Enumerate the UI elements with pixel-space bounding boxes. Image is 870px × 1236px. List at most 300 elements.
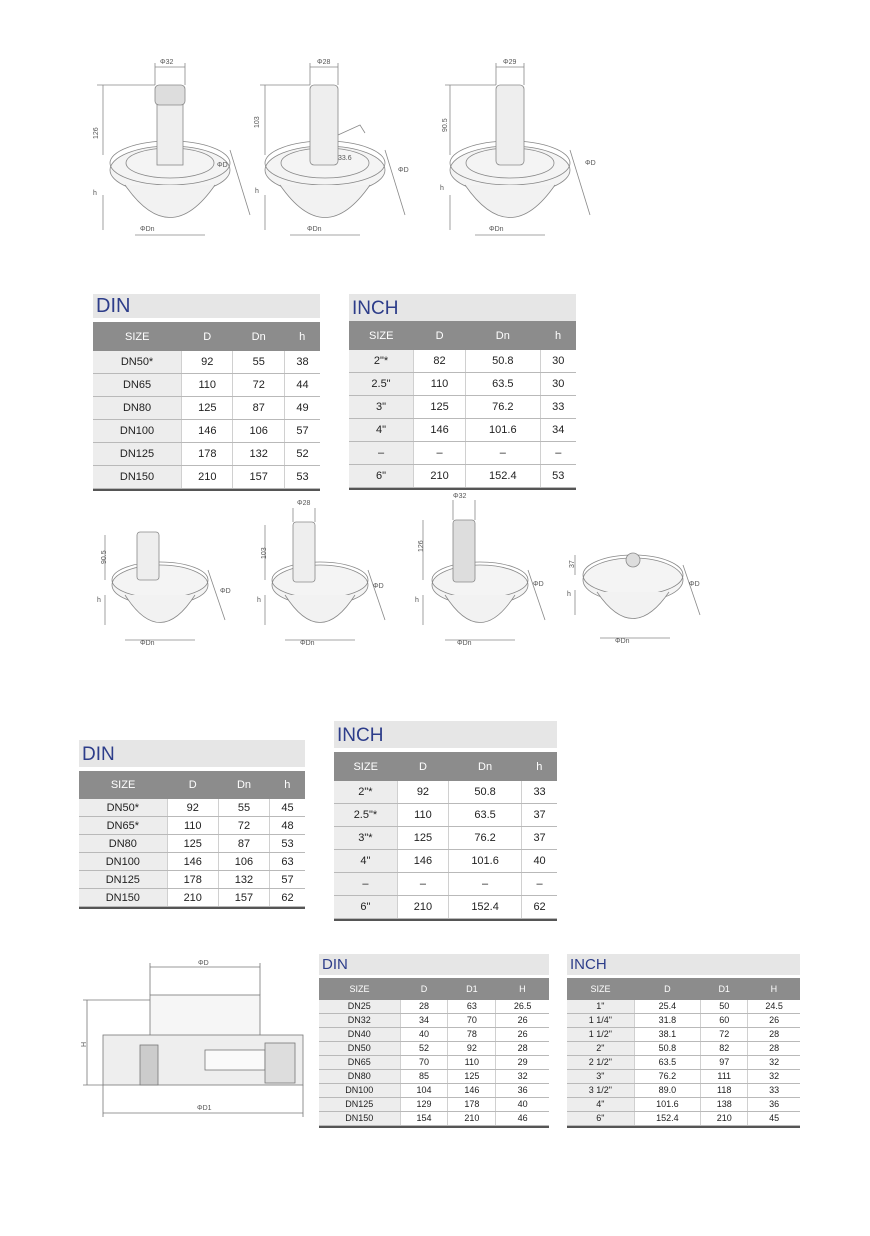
din-table-2 [79,740,305,909]
dim-h-b: h [255,188,259,195]
cell: 53 [270,835,305,853]
cell: 24.5 [748,1000,800,1014]
cell: DN100 [79,853,167,871]
dim-h-d: h [97,597,101,604]
cell: – [522,873,557,896]
table-row [334,850,557,873]
cell: 40 [522,850,557,873]
table-bottom-rule [567,1126,800,1128]
cell: 178 [167,871,218,889]
cell: 146 [448,1084,496,1098]
sight-glass-drawing-g [575,553,700,638]
cell: 110 [182,374,233,397]
table-row [93,374,320,397]
cell: 28 [748,1028,800,1042]
inch-table-1-title: INCH [349,294,576,321]
cell: 45 [270,799,305,817]
cell: 3"* [334,827,397,850]
cell: DN50 [319,1042,400,1056]
table-row [79,853,305,871]
dim-dn-b: ΦDn [307,226,322,233]
cell: 152.4 [449,896,522,919]
cell: 2 1/2" [567,1056,634,1070]
table-row [319,1028,549,1042]
sight-glass-drawing-b [260,63,405,235]
table-row [79,817,305,835]
dim-d1-section: ΦD1 [197,1105,212,1112]
sight-glass-drawing-f [423,500,545,640]
dim-h-a: h [93,190,97,197]
inch-table-2 [334,721,557,921]
col-d: D [167,771,218,799]
col-h: h [284,322,320,351]
table-row [79,889,305,907]
table-row [567,1028,800,1042]
cell: 146 [397,850,448,873]
cell: 46 [496,1112,549,1126]
cell: 52 [284,443,320,466]
table-row [334,827,557,850]
cell: – [449,873,522,896]
table-row [567,1000,800,1014]
table-row [349,442,576,465]
dim-left-e: 103 [261,547,268,559]
din-table-1 [93,294,320,491]
cell: DN100 [93,420,182,443]
cell: 4" [334,850,397,873]
table-row [319,1056,549,1070]
cell: 111 [701,1070,748,1084]
dim-top-a: Φ32 [160,59,174,66]
col-d1: D1 [448,978,496,1000]
dim-d-f: ΦD [533,581,544,588]
col-h: h [270,771,305,799]
col-dn: Dn [466,321,540,350]
table-row [334,873,557,896]
cell: 87 [218,835,269,853]
cell: 3" [567,1070,634,1084]
cell: 157 [218,889,269,907]
cell: 110 [414,373,466,396]
cell: 60 [701,1014,748,1028]
cell: 2" [567,1042,634,1056]
dim-left-a: 126 [93,127,100,139]
sight-glass-drawing-a [97,63,250,235]
table-row [349,465,576,488]
cell: 34 [400,1014,448,1028]
cell: – [540,442,576,465]
col-dn: Dn [233,322,284,351]
cell: 38.1 [634,1028,701,1042]
cell: DN80 [93,397,182,420]
cell: 33 [522,781,557,804]
cell: 178 [182,443,233,466]
cell: 50 [701,1000,748,1014]
dim-left-g: 37 [569,560,576,568]
inch-table-2-title: INCH [334,721,557,748]
cell: 50.8 [449,781,522,804]
din-table-1-title: DIN [93,294,320,318]
cell: 53 [540,465,576,488]
cell: 110 [167,817,218,835]
cell: 2"* [349,350,414,373]
cell: 101.6 [634,1098,701,1112]
dim-dn-f: ΦDn [457,640,472,647]
dim-dn-e: ΦDn [300,640,315,647]
din-table-1-grid [93,322,320,489]
table-row [79,799,305,817]
dim-d-section: ΦD [198,960,209,967]
inch-table-1 [349,294,576,490]
dim-d-g: ΦD [689,581,700,588]
cell: 2.5" [349,373,414,396]
cell: – [349,442,414,465]
cell: – [334,873,397,896]
dim-dn-a: ΦDn [140,226,155,233]
table-row [319,1042,549,1056]
sight-glass-drawing-e [265,508,385,640]
row2-drawings [85,490,735,660]
cell: 72 [233,374,284,397]
cell: 210 [167,889,218,907]
cell: DN125 [93,443,182,466]
cell: 2.5"* [334,804,397,827]
cell: 125 [167,835,218,853]
cell: DN150 [319,1112,400,1126]
cell: DN65 [319,1056,400,1070]
table-bottom-rule [79,907,305,909]
cell: – [397,873,448,896]
cell: 154 [400,1112,448,1126]
col-size: SIZE [567,978,634,1000]
table-row [319,1112,549,1126]
dim-h-section: H [81,1041,88,1047]
dim-left-d: 90.5 [101,550,108,564]
cell: 63 [448,1000,496,1014]
inch-table-3-grid [567,978,800,1126]
cell: 92 [397,781,448,804]
cell: 26.5 [496,1000,549,1014]
table-row [93,351,320,374]
cell: 50.8 [466,350,540,373]
cell: 40 [400,1028,448,1042]
col-dn: Dn [449,752,522,781]
cell: 138 [701,1098,748,1112]
cell: 70 [448,1014,496,1028]
cell: 28 [400,1000,448,1014]
dim-d-c: ΦD [585,160,596,167]
section-drawing [75,955,315,1125]
din-table-3-title: DIN [319,954,549,975]
col-h: H [748,978,800,1000]
col-d: D [397,752,448,781]
table-row [93,466,320,489]
cell: 92 [167,799,218,817]
cell: 146 [182,420,233,443]
cell: – [414,442,466,465]
cell: 125 [448,1070,496,1084]
cell: 53 [284,466,320,489]
cell: 92 [182,351,233,374]
cell: 63 [270,853,305,871]
din-table-3 [319,954,549,1128]
cell: DN80 [79,835,167,853]
cell: 132 [233,443,284,466]
table-row [567,1070,800,1084]
cell: 52 [400,1042,448,1056]
cell: 104 [400,1084,448,1098]
dim-left-c: 90.5 [442,118,449,132]
cell: 125 [414,396,466,419]
cell: 210 [414,465,466,488]
cell: DN65* [79,817,167,835]
cell: 1 1/2" [567,1028,634,1042]
table-row [567,1056,800,1070]
table-row [567,1098,800,1112]
table-bottom-rule [334,919,557,921]
table-row [349,396,576,419]
cell: 63.5 [466,373,540,396]
cell: 63.5 [449,804,522,827]
inch-table-1-grid [349,321,576,488]
cell: 55 [218,799,269,817]
cell: 26 [496,1028,549,1042]
cell: 4" [349,419,414,442]
col-size: SIZE [334,752,397,781]
din-table-3-grid [319,978,549,1126]
inch-table-3-title: INCH [567,954,800,975]
dim-d-a: ΦD [217,162,228,169]
cell: 6" [349,465,414,488]
table-row [567,1042,800,1056]
cell: 125 [397,827,448,850]
cell: 50.8 [634,1042,701,1056]
col-d: D [634,978,701,1000]
cell: 25.4 [634,1000,701,1014]
cell: 157 [233,466,284,489]
cell: 132 [218,871,269,889]
cell: 82 [414,350,466,373]
dim-left-b: 103 [254,116,261,128]
cell: 129 [400,1098,448,1112]
cell: 152.4 [634,1112,701,1126]
cell: 1 1/4" [567,1014,634,1028]
cell: 76.2 [449,827,522,850]
cell: 32 [496,1070,549,1084]
dim-dn-g: ΦDn [615,638,630,645]
cell: 76.2 [634,1070,701,1084]
cell: 89.0 [634,1084,701,1098]
cell: 82 [701,1042,748,1056]
cell: 49 [284,397,320,420]
dim-d-e: ΦD [373,583,384,590]
col-size: SIZE [319,978,400,1000]
dim-h-e: h [257,597,261,604]
col-dn: Dn [218,771,269,799]
cell: 3" [349,396,414,419]
cell: 210 [397,896,448,919]
cell: 36 [496,1084,549,1098]
table-row [319,1014,549,1028]
cell: 28 [748,1042,800,1056]
table-row [349,350,576,373]
sight-glass-drawing-d [105,532,225,640]
cell: 110 [397,804,448,827]
cell: 118 [701,1084,748,1098]
dim-dn-c: ΦDn [489,226,504,233]
cell: 29 [496,1056,549,1070]
table-row [93,397,320,420]
table-row [319,1000,549,1014]
cell: 26 [748,1014,800,1028]
cell: 125 [182,397,233,420]
cell: 110 [448,1056,496,1070]
col-size: SIZE [79,771,167,799]
cell: 48 [270,817,305,835]
col-h: H [496,978,549,1000]
table-row [567,1084,800,1098]
cell: 210 [182,466,233,489]
cell: 26 [496,1014,549,1028]
cell: 30 [540,350,576,373]
cell: 45 [748,1112,800,1126]
table-row [334,896,557,919]
cell: DN32 [319,1014,400,1028]
dim-dn-d: ΦDn [140,640,155,647]
cell: – [466,442,540,465]
table-row [93,420,320,443]
cell: 72 [218,817,269,835]
dim-top-b: Φ28 [317,59,331,66]
table-row [79,835,305,853]
cell: 33 [540,396,576,419]
dim-h-f: h [415,597,419,604]
sight-glass-drawing-c [445,63,590,235]
din-table-2-grid [79,771,305,907]
cell: 210 [701,1112,748,1126]
dim-top-e: Φ28 [297,500,311,507]
cell: DN150 [93,466,182,489]
dim-h-g: h [567,591,571,598]
table-row [334,804,557,827]
dim-mid-b: 33.6 [338,155,352,162]
inch-table-3 [567,954,800,1128]
cell: 76.2 [466,396,540,419]
col-d: D [414,321,466,350]
cell: 146 [414,419,466,442]
dim-top-f: Φ32 [453,493,467,500]
inch-table-2-grid [334,752,557,919]
cell: 146 [167,853,218,871]
cell: 3 1/2" [567,1084,634,1098]
cell: 72 [701,1028,748,1042]
dim-d-d: ΦD [220,588,231,595]
cell: 36 [748,1098,800,1112]
cell: 31.8 [634,1014,701,1028]
din-table-2-title: DIN [79,740,305,767]
table-row [567,1014,800,1028]
col-size: SIZE [349,321,414,350]
table-row [319,1084,549,1098]
cell: 63.5 [634,1056,701,1070]
cell: 85 [400,1070,448,1084]
table-row [349,373,576,396]
cell: 30 [540,373,576,396]
cell: 37 [522,804,557,827]
cell: 40 [496,1098,549,1112]
cell: 57 [284,420,320,443]
cell: 38 [284,351,320,374]
cell: 37 [522,827,557,850]
table-row [93,443,320,466]
table-row [567,1112,800,1126]
cell: 178 [448,1098,496,1112]
col-d: D [182,322,233,351]
cell: 210 [448,1112,496,1126]
table-row [319,1098,549,1112]
col-d: D [400,978,448,1000]
cell: DN65 [93,374,182,397]
cell: 62 [270,889,305,907]
cell: 106 [218,853,269,871]
cell: 152.4 [466,465,540,488]
cell: 87 [233,397,284,420]
cell: 34 [540,419,576,442]
cell: 92 [448,1042,496,1056]
cell: 78 [448,1028,496,1042]
table-row [334,781,557,804]
cell: 97 [701,1056,748,1070]
cell: 70 [400,1056,448,1070]
cell: DN125 [319,1098,400,1112]
cell: 32 [748,1056,800,1070]
cell: 101.6 [449,850,522,873]
cell: 4" [567,1098,634,1112]
cell: 32 [748,1070,800,1084]
cell: 6" [334,896,397,919]
cell: DN50* [93,351,182,374]
col-d1: D1 [701,978,748,1000]
cell: 6" [567,1112,634,1126]
cell: 62 [522,896,557,919]
col-h: h [540,321,576,350]
cell: 44 [284,374,320,397]
col-size: SIZE [93,322,182,351]
cell: 1" [567,1000,634,1014]
col-h: h [522,752,557,781]
dim-d-b: ΦD [398,167,409,174]
cell: DN125 [79,871,167,889]
table-row [79,871,305,889]
row1-drawings [85,45,645,280]
cell: 28 [496,1042,549,1056]
dim-left-f: 126 [418,540,425,552]
table-row [349,419,576,442]
cell: DN25 [319,1000,400,1014]
table-row [319,1070,549,1084]
cell: DN100 [319,1084,400,1098]
cell: DN50* [79,799,167,817]
dim-h-c: h [440,185,444,192]
cell: 106 [233,420,284,443]
cell: 57 [270,871,305,889]
cell: 33 [748,1084,800,1098]
cell: 55 [233,351,284,374]
cell: 101.6 [466,419,540,442]
cell: 2"* [334,781,397,804]
cell: DN80 [319,1070,400,1084]
cell: DN150 [79,889,167,907]
